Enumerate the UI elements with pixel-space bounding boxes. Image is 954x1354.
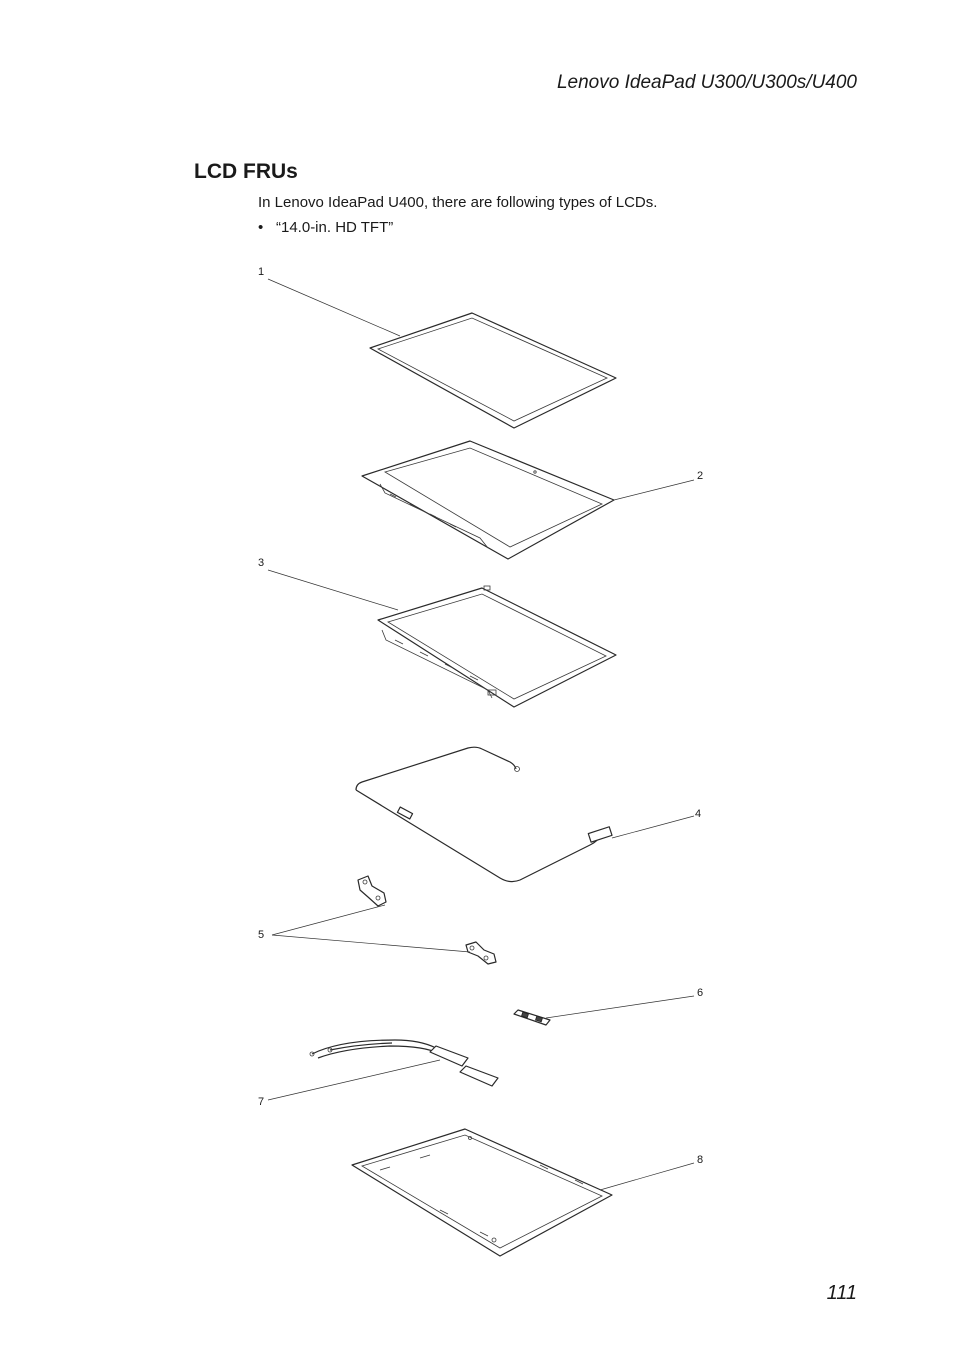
section-title: LCD FRUs	[194, 160, 298, 183]
part-5-hinges	[272, 876, 496, 964]
intro-text: In Lenovo IdeaPad U400, there are following types of LCDs.	[258, 194, 658, 211]
part-1-lcd-bezel	[268, 279, 616, 428]
part-2-lcd-frame	[362, 441, 694, 559]
callout-2: 2	[697, 470, 704, 482]
callout-8: 8	[697, 1154, 704, 1166]
bullet-text: “14.0-in. HD TFT”	[276, 219, 394, 236]
bullet-marker: •	[258, 219, 264, 236]
callout-4: 4	[695, 808, 702, 820]
part-7-antenna	[268, 1040, 498, 1100]
callout-1: 1	[258, 266, 265, 278]
part-3-lcd-panel	[268, 570, 616, 707]
callout-6: 6	[697, 987, 704, 999]
part-6-camera	[514, 996, 694, 1025]
callout-5: 5	[258, 929, 265, 941]
header-title: Lenovo IdeaPad U300/U300s/U400	[556, 72, 857, 93]
callout-7: 7	[258, 1096, 265, 1108]
part-4-lcd-cable	[356, 747, 694, 881]
callout-3: 3	[258, 557, 265, 569]
part-8-lcd-cover	[352, 1129, 694, 1256]
page-number: 111	[826, 1282, 857, 1304]
